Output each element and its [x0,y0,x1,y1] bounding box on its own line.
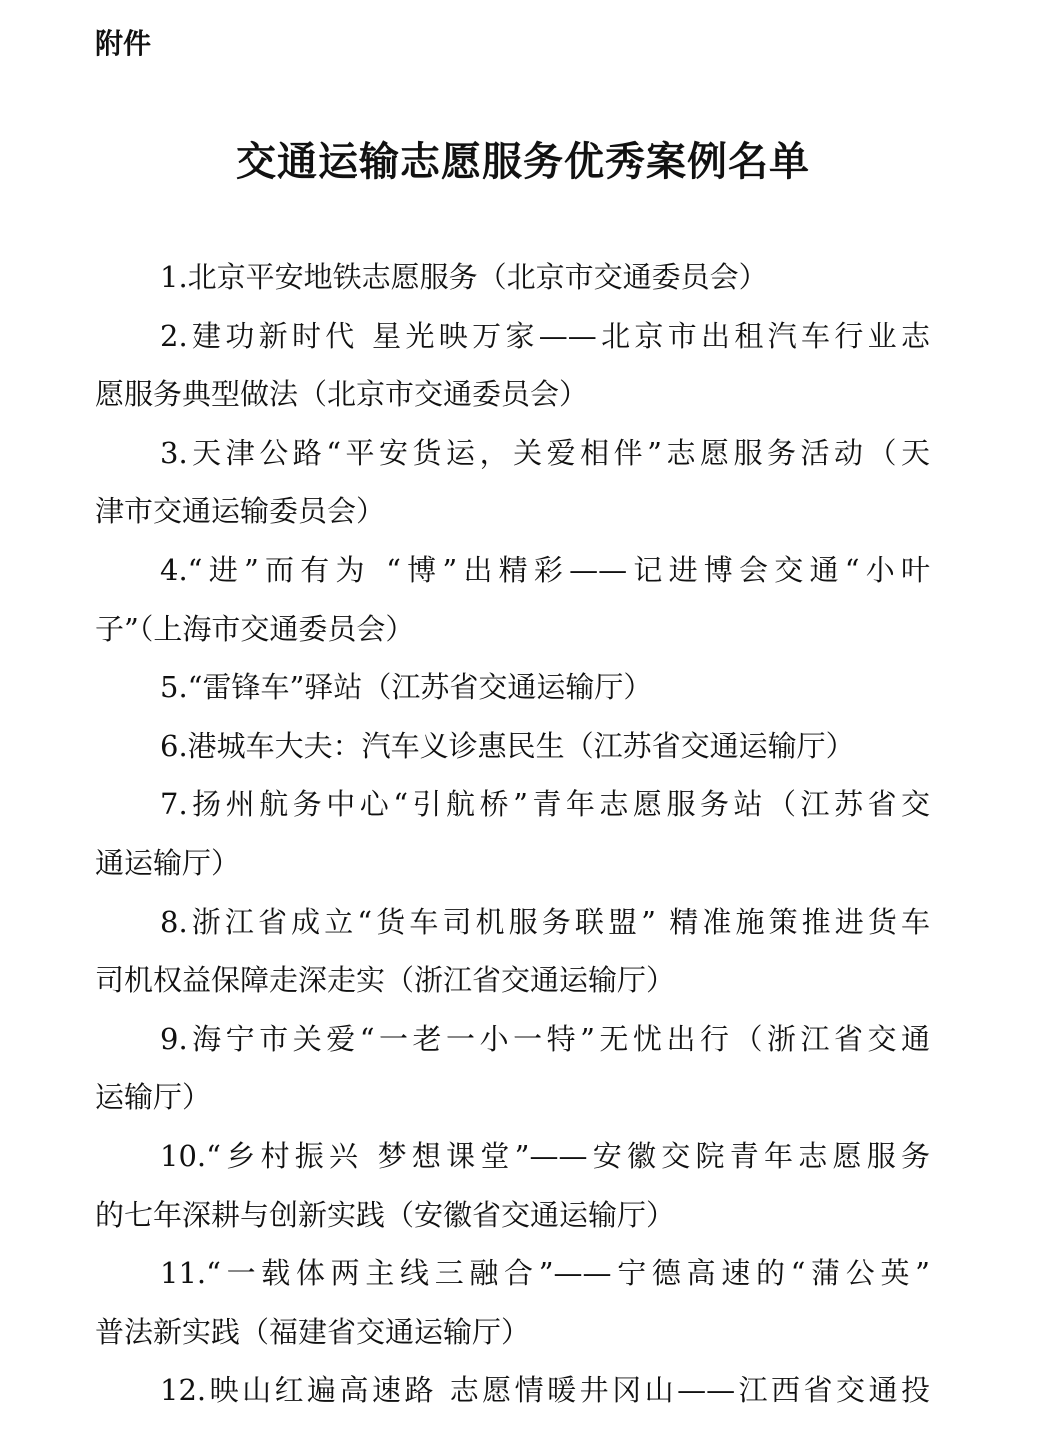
case-item-line: 司机权益保障走深走实（浙江省交通运输厅） [95,963,676,998]
case-item [95,717,930,776]
case-item [95,1010,930,1127]
case-item [95,658,930,717]
document-title: 交通运输志愿服务优秀案例名单 [236,138,810,185]
case-item [95,1361,930,1420]
case-item-line: 通运输厅） [95,845,241,880]
case-item-line: 11.“一载体两主线三融合”——宁德高速的“蒲公英” [160,1256,930,1291]
case-item-line: 2.建功新时代 星光映万家——北京市出租汽车行业志 [160,318,930,353]
case-item-line: 6.港城车大夫：汽车义诊惠民生（江苏省交通运输厅） [160,728,855,763]
case-item-line: 5.“雷锋车”驿站（江苏省交通运输厅） [160,670,653,705]
case-item [95,775,930,892]
case-item [95,424,930,541]
case-item [95,1127,930,1244]
case-item-line: 津市交通运输委员会） [95,494,386,529]
case-item [95,248,930,307]
case-item [95,307,930,424]
case-item-line: 普法新实践（福建省交通运输厅） [95,1314,531,1349]
case-item-line: 3.天津公路“平安货运，关爱相伴”志愿服务活动（天 [160,435,930,470]
case-item-line: 7.扬州航务中心“引航桥”青年志愿服务站（江苏省交 [160,787,930,822]
case-item-line: 9.海宁市关爱“一老一小一特”无忧出行（浙江省交通 [160,1021,930,1056]
case-item-line: 8.浙江省成立“货车司机服务联盟” 精准施策推进货车 [160,904,930,939]
case-item-line: 子”（上海市交通委员会） [95,611,415,646]
case-item-line: 12.映山红遍高速路 志愿情暖井冈山——江西省交通投 [160,1373,930,1408]
case-item [95,541,930,658]
case-item [95,1244,930,1361]
case-item [95,893,930,1010]
case-item-line: 的七年深耕与创新实践（安徽省交通运输厅） [95,1197,676,1232]
case-item-line: 10.“乡村振兴 梦想课堂”——安徽交院青年志愿服务 [160,1138,930,1173]
attachment-label: 附件 [95,27,152,60]
case-item-line: 4.“进”而有为 “博”出精彩——记进博会交通“小叶 [160,552,930,587]
case-item-line: 运输厅） [95,1080,212,1115]
case-item-line: 愿服务典型做法（北京市交通委员会） [95,377,589,412]
case-item-line: 1.北京平安地铁志愿服务（北京市交通委员会） [160,260,768,294]
case-list [95,248,930,1420]
